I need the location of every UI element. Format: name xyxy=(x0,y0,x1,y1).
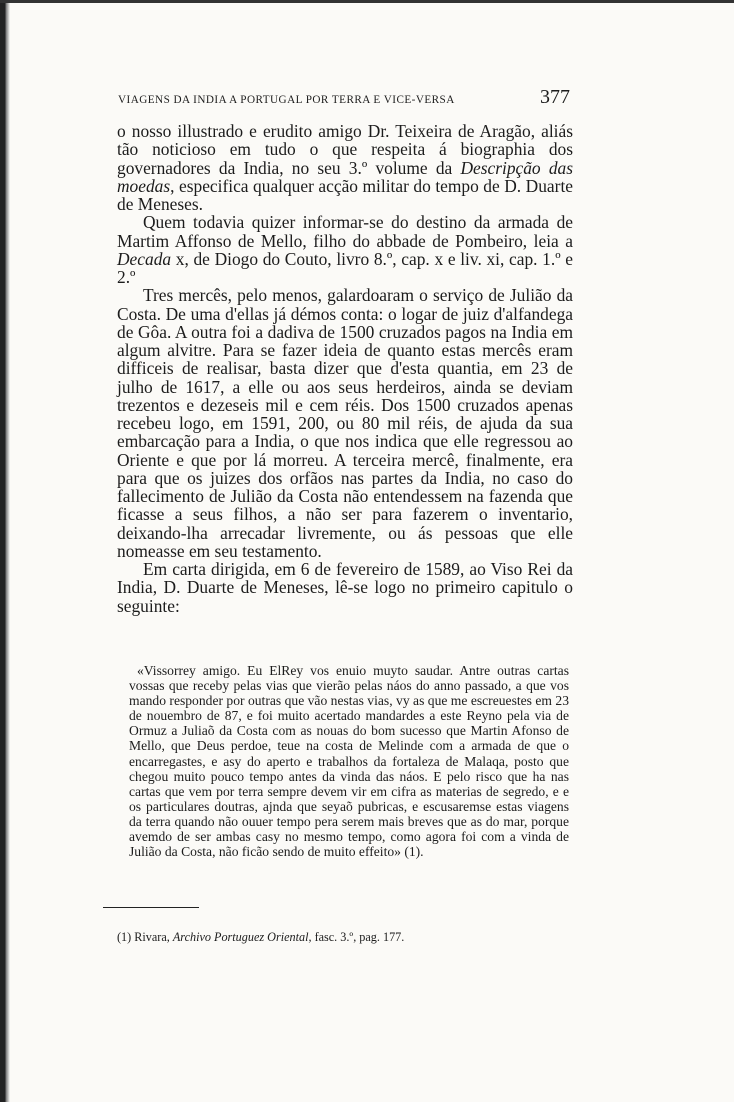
scan-edge xyxy=(0,0,10,1102)
paragraph-4: Em carta dirigida, em 6 de fevereiro de 1589, ao Viso Rei da India, D. Duarte de Meneses, lê-se logo no primeiro capitulo o seguinte: xyxy=(117,559,573,616)
page-number: 377 xyxy=(540,86,570,108)
paragraph-1-text-c: , especifica qualquer acção militar do tempo de D. Duarte de Meneses. xyxy=(117,175,573,214)
paragraph-2-text-c: x, de Diogo do Couto, livro 8.º, cap. x e liv. xi, cap. 1.º e 2.º xyxy=(117,248,573,287)
running-title: VIAGENS DA INDIA A PORTUGAL POR TERRA E VICE-VERSA xyxy=(118,94,455,106)
footnote-italic: Archivo Portuguez Oriental, xyxy=(172,930,312,944)
paragraph-3: Tres mercês, pelo menos, galardoaram o serviço de Julião da Costa. De uma d'ellas já démos conta: o logar de juiz d'alfandega de Gôa. A outra foi a dadiva de 1500 cruzados pagos na India em algum alvitre. Para se fazer ideia de quanto estas mercês eram difficeis de realisar, basta dizer que d'esta quantia, em 23 de julho de 1617, a elle ou aos seus herdeiros, ainda se deviam trezentos e dezeseis mil e cem réis. Dos 1500 cruzados apenas recebeu logo, em 1591, 200, ou 80 mil réis, de ajuda da sua embarcação para a India, o que nos indica que elle regressou ao Oriente e que por lá morreu. A terceira mercê, finalmente, era para que os juizes dos orfãos nas partes da India, no caso do fallecimento de Julião da Costa não entendessem na fazenda que ficasse a seus filhos, a não ser para fazerem o inventario, deixando-lha arrecadar livremente, ou ás pessoas que elle nomeasse em seu testamento. xyxy=(117,285,573,561)
paragraph-1-italic: Descripção das moedas xyxy=(117,157,573,196)
quoted-letter: «Vissorrey amigo. Eu ElRey vos enuio muyto saudar. Antre outras cartas vossas que receby pelas vias que vierão pelas náos do anno passado, a que vos mando responder por outras que vão nestas vias, vy as que me escreuestes em 23 de nouembro de 87, e foi muito acertado mandardes a este Reyno pela via de Ormuz a Juliaõ da Costa com as nouas do bom sucesso que Martin Afonso de Mello, que Deus perdoe, teue na costa de Melinde com a armada de que o encarregastes, e asy do aperto e trabalhos da fortaleza de Malaqa, posto que chegou muito pouco tempo antes da vinda das náos. E pelo risco que ha nas cartas que vem por terra sempre devem vir em cifra as materias de segredo, e e os particulares doutras, ajnda que seyaõ pubricas, e escusaremse estas viagens da terra quando não ouuer tempo pera serem mais breves que as do mar, porque avemdo de ser ambas casy no mesmo tempo, como agora foi com a vinda de Julião da Costa, não ficão sendo de muito effeito» (1). xyxy=(129,663,569,860)
footnote-text-c: fasc. 3.º, pag. 177. xyxy=(311,930,405,944)
paragraph-2-italic: Decada xyxy=(117,248,172,269)
footnote-text-a: (1) Rivara, xyxy=(117,930,173,944)
body-text xyxy=(117,122,573,615)
footnote xyxy=(117,930,577,945)
footnote-rule xyxy=(103,907,199,908)
paragraph-1-text-a: o nosso illustrado e erudito amigo Dr. Teixeira de Aragão, aliás tão noticioso em tudo o que respeita á biographia dos governadores da India, no seu 3.º volume da xyxy=(117,121,573,178)
paragraph-1 xyxy=(117,122,573,213)
paragraph-2 xyxy=(117,213,573,286)
scan-edge-top xyxy=(0,0,734,3)
paragraph-2-text-a: Quem todavia quizer informar-se do destino da armada de Martim Affonso de Mello, filho do abbade de Pombeiro, leia a xyxy=(117,212,573,251)
page-header xyxy=(118,86,570,109)
